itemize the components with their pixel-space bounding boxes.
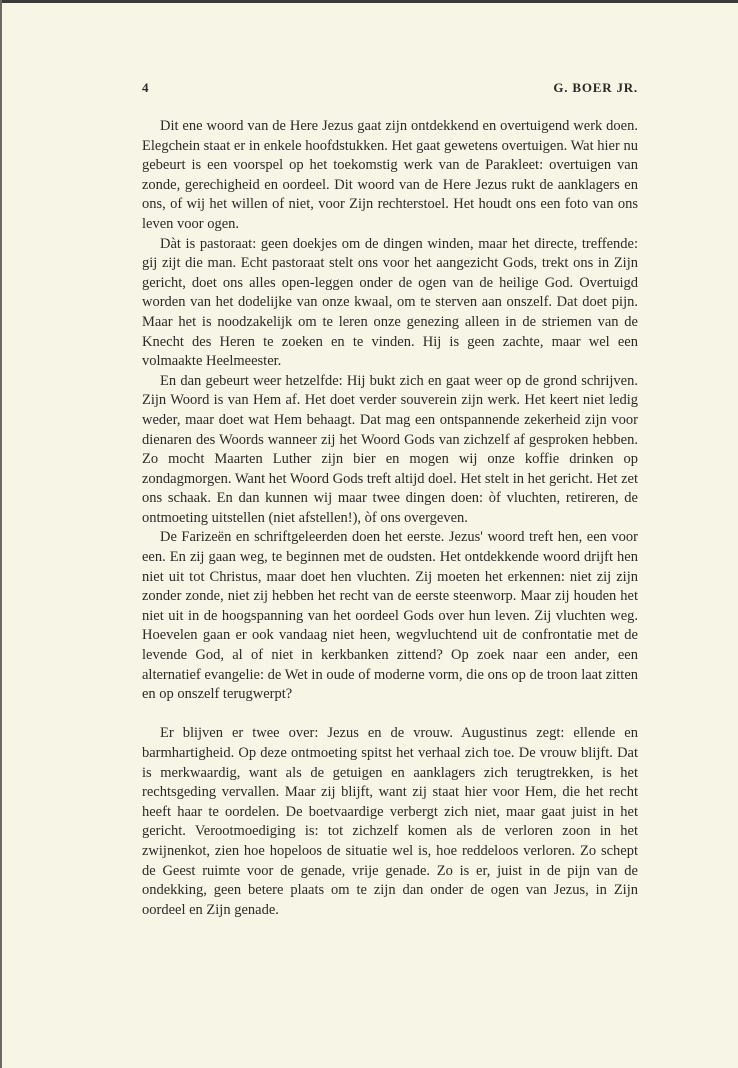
page-header [142,80,638,100]
paragraph: Er blijven er twee over: Jezus en de vrouw. Augustinus zegt: ellende en barmhartigheid. Op deze ontmoeting spitst het verhaal zich toe. De vrouw blijft. Dat is merkwaardig, want als de getuigen en aanklagers zich terugtrekken, is het rechtsgeding vervallen. Maar zij blijft, want zij staat hier voor Hem, die het recht heeft haar te oordelen. De boetvaardige verbergt zich niet, maar gaat juist in het gericht. Verootmoediging is: tot zichzelf komen als de verloren zoon in het zwijnenkot, zien hoe hopeloos de situatie wel is, hoe reddeloos verloren. Zo schept de Geest ruimte voor de genade, vrije genade. Zo is er, juist in de pijn van de ondekking, geen betere plaats om te zijn dan onder de ogen van Jezus, in Zijn oordeel en Zijn genade. [142,725,638,918]
running-head-author: G. BOER JR. [553,80,638,95]
body-text [142,117,638,920]
paragraph: De Farizeën en schriftgeleerden doen het eerste. Jezus' woord treft hen, een voor een. En zij gaan weg, te beginnen met de oudsten. Het ontdekkende woord drijft hen niet uit tot Christus, maar doet hen vluchten. Zij moeten het erkennen: niet zij zijn zonder zonde, niet zij hebben het recht van de eerste steenworp. Maar zij houden het niet uit in de hoogspanning van het oordeel Gods over hun leven. Zij vluchten weg. Hoevelen gaan er ook vandaag niet heen, wegvluchtend uit de confrontatie met de levende God, al of niet in kerkbanken zittend? Op zoek naar een ander, een alternatief evangelie: de Wet in oude of moderne vorm, die ons op de troon laat zitten en op onszelf terugwerpt? [142,529,638,703]
page-number: 4 [142,80,149,95]
page-left-edge [0,0,2,1068]
paragraph: En dan gebeurt weer hetzelfde: Hij bukt zich en gaat weer op de grond schrijven. Zijn Woord is van Hem af. Het doet verder souverein zijn werk. Het keert niet ledig weder, maar doet wat Hem behaagt. Dat mag een ontspannende zekerheid zijn voor dienaren des Woords wanneer zij het Woord Gods van zichzelf af gesproken hebben. Zo mocht Maarten Luther zijn bier en mogen wij onze koffie drinken op zondagmorgen. Want het Woord Gods treft altijd doel. Het stelt in het gericht. Het zet ons schaak. En dan kunnen wij maar twee dingen doen: òf vluchten, retireren, de ontmoeting uitstellen (niet afstellen!), òf ons overgeven. [142,372,638,526]
page-top-edge [0,0,738,3]
paragraph: Dàt is pastoraat: geen doekjes om de dingen winden, maar het directe, treffende: gij zijt die man. Echt pastoraat stelt ons voor het aangezicht Gods, trekt ons in Zijn gericht, doet ons alles open-leggen onder de ogen van de heilige God. Overtuigd worden van het dodelijke van onze kwaal, om te sterven aan onszelf. Dat doet pijn. Maar het is noodzakelijk om te leren onze genezing alleen in de striemen van de Knecht des Heren te zoeken en te vinden. Hij is geen zachte, maar wel een volmaakte Heelmeester. [142,235,638,370]
paragraph: Dit ene woord van de Here Jezus gaat zijn ontdekkend en overtuigend werk doen. Elegchein staat er in enkele hoofdstukken. Het gaat gewetens overtuigen. Wat hier nu gebeurt is een voorspel op het toekomstig werk van de Parakleet: overtuigen van zonde, gerechigheid en oordeel. Dit woord van de Here Jezus rukt de aanklagers en ons, of wij het willen of niet, voor Zijn rechterstoel. Het houdt ons een foto van ons leven voor ogen. [142,118,638,232]
